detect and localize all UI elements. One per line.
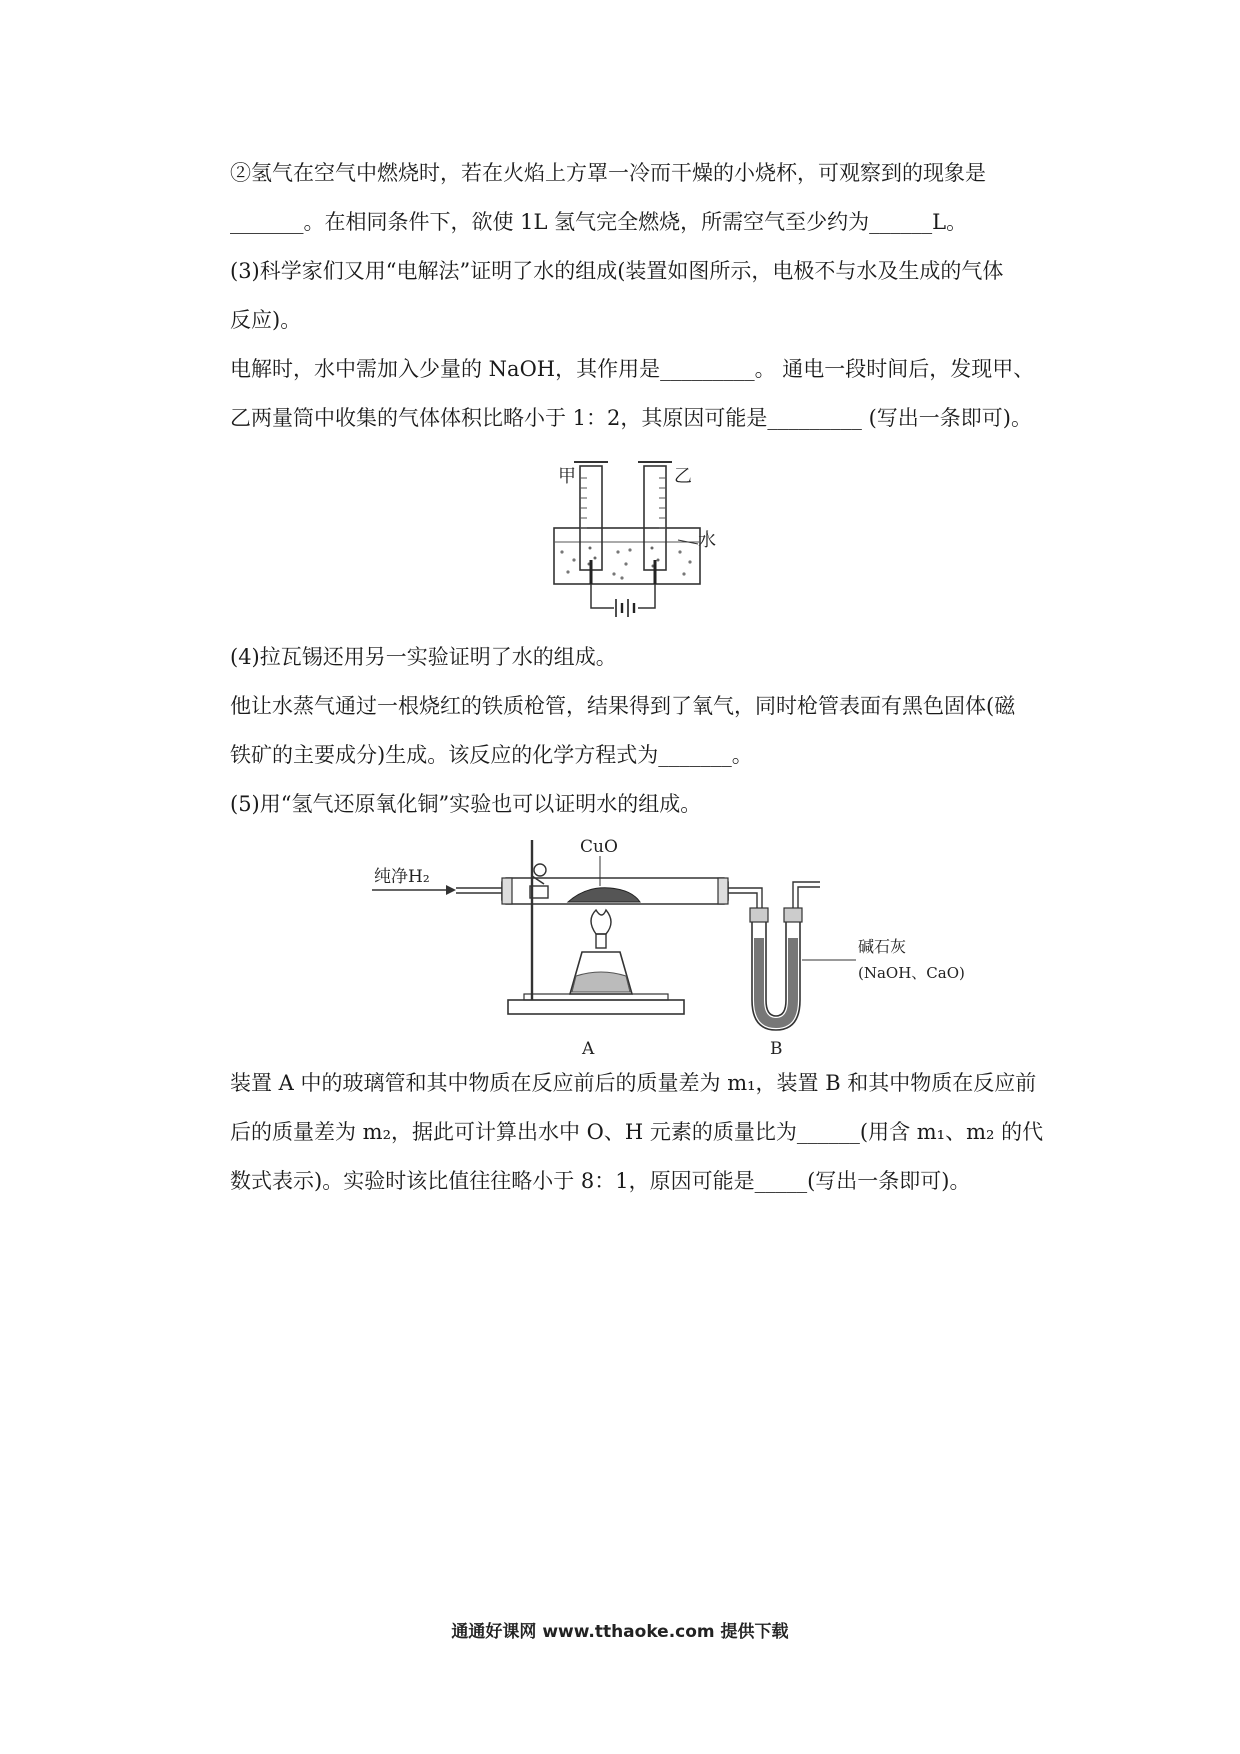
- soda-lime-label: 碱石灰: [858, 937, 907, 956]
- electrolysis-apparatus-figure: [540, 448, 740, 630]
- text-line: 后的质量差为 m₂，据此可计算出水中 O、H 元素的质量比为______(用含 m₁、m₂ 的代: [230, 1120, 1044, 1144]
- text-line: (3)科学家们又用“电解法”证明了水的组成(装置如图所示，电极不与水及生成的气体: [230, 259, 1004, 283]
- text-line: 装置 A 中的玻璃管和其中物质在反应前后的质量差为 m₁，装置 B 和其中物质在反应前: [230, 1071, 1037, 1095]
- text-line: 反应)。: [230, 308, 302, 332]
- cylinder-label-jia: 甲: [558, 466, 576, 487]
- text-line: _______。在相同条件下，欲使 1L 氢气完全燃烧，所需空气至少约为______L。: [230, 210, 968, 234]
- text-line: (5)用“氢气还原氧化铜”实验也可以证明水的组成。: [230, 792, 702, 816]
- page-footer: 通通好课网 www.tthaoke.com 提供下载: [451, 1622, 789, 1642]
- text-line: (4)拉瓦锡还用另一实验证明了水的组成。: [230, 645, 617, 669]
- soda-lime-formula-label: (NaOH、CaO): [858, 964, 965, 982]
- hydrogen-label: 纯净H₂: [374, 867, 430, 887]
- hydrogen-reduction-apparatus-figure: [370, 830, 965, 1060]
- text-line: 乙两量筒中收集的气体体积比略小于 1：2，其原因可能是_________ (写出一条即可)。: [230, 406, 1032, 430]
- apparatus-b-label: B: [770, 1039, 783, 1059]
- cuo-label: CuO: [580, 837, 618, 857]
- text-line: 他让水蒸气通过一根烧红的铁质枪管，结果得到了氧气，同时枪管表面有黑色固体(磁: [230, 694, 1016, 718]
- text-line: 电解时，水中需加入少量的 NaOH，其作用是_________。 通电一段时间后，发现甲、: [230, 357, 1035, 381]
- text-line: 铁矿的主要成分)生成。该反应的化学方程式为_______。: [230, 743, 753, 767]
- water-label: 水: [698, 530, 716, 551]
- text-line: ②氢气在空气中燃烧时，若在火焰上方罩一冷而干燥的小烧杯，可观察到的现象是: [230, 161, 986, 185]
- apparatus-a-label: A: [582, 1039, 595, 1059]
- cylinder-label-yi: 乙: [674, 466, 692, 487]
- text-line: 数式表示)。实验时该比值往往略小于 8：1，原因可能是_____(写出一条即可)。: [230, 1169, 971, 1193]
